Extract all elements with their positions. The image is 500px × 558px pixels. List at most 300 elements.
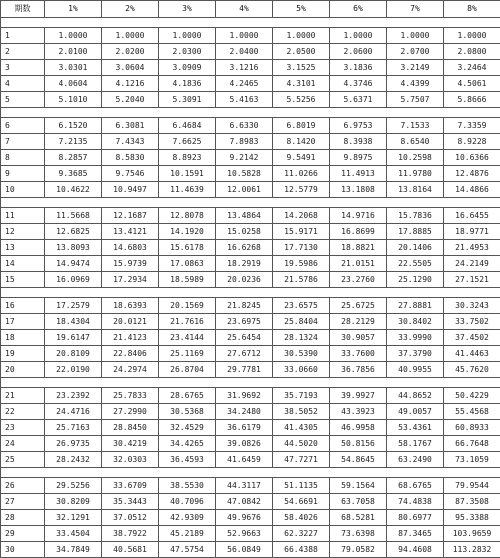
- period-cell: 6: [1, 118, 45, 134]
- factor-cell: 43.3923: [330, 404, 387, 420]
- factor-cell: 20.0121: [102, 314, 159, 330]
- factor-cell: 9.2142: [216, 150, 273, 166]
- factor-cell: 27.2990: [102, 404, 159, 420]
- factor-cell: 9.8975: [330, 150, 387, 166]
- factor-cell: 25.1290: [387, 272, 444, 288]
- factor-cell: 8.2857: [45, 150, 102, 166]
- factor-cell: 39.0826: [216, 436, 273, 452]
- factor-cell: 2.0200: [102, 44, 159, 60]
- period-cell: 7: [1, 134, 45, 150]
- factor-cell: 27.8881: [387, 298, 444, 314]
- factor-cell: 10.5828: [216, 166, 273, 182]
- table-row: [1, 92, 500, 108]
- factor-cell: 4.1836: [159, 76, 216, 92]
- factor-cell: 73.1059: [444, 452, 500, 468]
- table-row: [1, 526, 500, 542]
- factor-cell: 28.6765: [159, 388, 216, 404]
- factor-cell: 27.6712: [216, 346, 273, 362]
- factor-cell: 2.0100: [45, 44, 102, 60]
- factor-cell: 38.5530: [159, 478, 216, 494]
- factor-cell: 15.0258: [216, 224, 273, 240]
- factor-cell: 7.1533: [387, 118, 444, 134]
- factor-cell: 5.7507: [387, 92, 444, 108]
- factor-cell: 20.1406: [387, 240, 444, 256]
- factor-cell: 56.0849: [216, 542, 273, 558]
- factor-cell: 30.9057: [330, 330, 387, 346]
- factor-cell: 4.3101: [273, 76, 330, 92]
- period-cell: 23: [1, 420, 45, 436]
- factor-cell: 17.7130: [273, 240, 330, 256]
- factor-cell: 23.2760: [330, 272, 387, 288]
- factor-cell: 10.4622: [45, 182, 102, 198]
- factor-cell: 80.6977: [387, 510, 444, 526]
- factor-cell: 28.2129: [330, 314, 387, 330]
- factor-cell: 4.5061: [444, 76, 500, 92]
- period-cell: 2: [1, 44, 45, 60]
- factor-cell: 11.4913: [330, 166, 387, 182]
- factor-cell: 10.1591: [159, 166, 216, 182]
- factor-cell: 63.2490: [387, 452, 444, 468]
- factor-cell: 12.8078: [159, 208, 216, 224]
- factor-cell: 16.8699: [330, 224, 387, 240]
- factor-cell: 9.5491: [273, 150, 330, 166]
- factor-cell: 59.1564: [330, 478, 387, 494]
- factor-cell: 66.4388: [273, 542, 330, 558]
- factor-cell: 19.6147: [45, 330, 102, 346]
- factor-cell: 8.9228: [444, 134, 500, 150]
- period-cell: 16: [1, 298, 45, 314]
- factor-cell: 20.1569: [159, 298, 216, 314]
- factor-cell: 3.1525: [273, 60, 330, 76]
- factor-cell: 4.3746: [330, 76, 387, 92]
- factor-cell: 33.7600: [330, 346, 387, 362]
- factor-cell: 44.5020: [273, 436, 330, 452]
- factor-cell: 5.1010: [45, 92, 102, 108]
- factor-cell: 55.4568: [444, 404, 500, 420]
- factor-cell: 12.1687: [102, 208, 159, 224]
- factor-cell: 63.7058: [330, 494, 387, 510]
- factor-cell: 58.1767: [387, 436, 444, 452]
- factor-cell: 3.0604: [102, 60, 159, 76]
- factor-cell: 87.3508: [444, 494, 500, 510]
- table-row: [1, 118, 500, 134]
- factor-cell: 45.7620: [444, 362, 500, 378]
- factor-cell: 30.8402: [387, 314, 444, 330]
- period-cell: 15: [1, 272, 45, 288]
- rate-column-header: 8%: [444, 1, 500, 18]
- separator-cell: [1, 378, 500, 388]
- factor-cell: 68.6765: [387, 478, 444, 494]
- factor-cell: 3.0909: [159, 60, 216, 76]
- table-row: [1, 452, 500, 468]
- factor-cell: 11.9780: [387, 166, 444, 182]
- period-column-header: 期数: [1, 1, 45, 18]
- factor-cell: 35.7193: [273, 388, 330, 404]
- factor-cell: 33.7502: [444, 314, 500, 330]
- factor-cell: 32.0303: [102, 452, 159, 468]
- factor-cell: 37.4502: [444, 330, 500, 346]
- factor-cell: 16.6455: [444, 208, 500, 224]
- factor-cell: 14.9474: [45, 256, 102, 272]
- factor-cell: 24.2974: [102, 362, 159, 378]
- factor-cell: 54.8645: [330, 452, 387, 468]
- rate-column-header: 1%: [45, 1, 102, 18]
- factor-cell: 25.8404: [273, 314, 330, 330]
- factor-cell: 9.7546: [102, 166, 159, 182]
- factor-cell: 34.7849: [45, 542, 102, 558]
- factor-cell: 1.0000: [159, 28, 216, 44]
- table-row: [1, 542, 500, 558]
- factor-cell: 41.6459: [216, 452, 273, 468]
- factor-cell: 28.2432: [45, 452, 102, 468]
- factor-cell: 33.9990: [387, 330, 444, 346]
- factor-cell: 8.8923: [159, 150, 216, 166]
- factor-cell: 53.4361: [387, 420, 444, 436]
- factor-cell: 41.4463: [444, 346, 500, 362]
- table-row: [1, 436, 500, 452]
- factor-cell: 18.9771: [444, 224, 500, 240]
- period-cell: 25: [1, 452, 45, 468]
- factor-cell: 8.3938: [330, 134, 387, 150]
- factor-cell: 4.4399: [387, 76, 444, 92]
- table-row: [1, 256, 500, 272]
- factor-cell: 3.1836: [330, 60, 387, 76]
- factor-cell: 25.7163: [45, 420, 102, 436]
- table-row: [1, 272, 500, 288]
- period-cell: 5: [1, 92, 45, 108]
- factor-cell: 21.7616: [159, 314, 216, 330]
- rate-column-header: 6%: [330, 1, 387, 18]
- factor-cell: 26.9735: [45, 436, 102, 452]
- factor-cell: 14.9716: [330, 208, 387, 224]
- factor-cell: 16.0969: [45, 272, 102, 288]
- factor-cell: 39.9927: [330, 388, 387, 404]
- factor-cell: 12.5779: [273, 182, 330, 198]
- factor-cell: 13.8164: [387, 182, 444, 198]
- factor-cell: 47.5754: [159, 542, 216, 558]
- factor-cell: 14.2068: [273, 208, 330, 224]
- factor-cell: 22.0190: [45, 362, 102, 378]
- table-row: [1, 150, 500, 166]
- factor-cell: 3.2149: [387, 60, 444, 76]
- factor-cell: 19.5986: [273, 256, 330, 272]
- factor-cell: 9.3685: [45, 166, 102, 182]
- separator-cell: [1, 468, 500, 478]
- factor-cell: 32.4529: [159, 420, 216, 436]
- factor-cell: 15.6178: [159, 240, 216, 256]
- factor-cell: 34.4265: [159, 436, 216, 452]
- period-cell: 14: [1, 256, 45, 272]
- factor-cell: 44.8652: [387, 388, 444, 404]
- factor-cell: 62.3227: [273, 526, 330, 542]
- rate-column-header: 5%: [273, 1, 330, 18]
- period-cell: 4: [1, 76, 45, 92]
- factor-cell: 13.4864: [216, 208, 273, 224]
- factor-cell: 5.5256: [273, 92, 330, 108]
- factor-cell: 6.3081: [102, 118, 159, 134]
- factor-cell: 1.0000: [273, 28, 330, 44]
- factor-cell: 42.9309: [159, 510, 216, 526]
- factor-cell: 35.3443: [102, 494, 159, 510]
- factor-cell: 41.4305: [273, 420, 330, 436]
- period-cell: 26: [1, 478, 45, 494]
- period-cell: 29: [1, 526, 45, 542]
- table-row: [1, 314, 500, 330]
- factor-cell: 33.0660: [273, 362, 330, 378]
- factor-cell: 40.7096: [159, 494, 216, 510]
- factor-cell: 15.7836: [387, 208, 444, 224]
- table-row: [1, 494, 500, 510]
- factor-cell: 33.6709: [102, 478, 159, 494]
- factor-cell: 5.4163: [216, 92, 273, 108]
- period-cell: 24: [1, 436, 45, 452]
- period-cell: 30: [1, 542, 45, 558]
- period-cell: 3: [1, 60, 45, 76]
- group-separator: [1, 378, 500, 388]
- rate-column-header: 3%: [159, 1, 216, 18]
- factor-cell: 79.9544: [444, 478, 500, 494]
- factor-cell: 46.9958: [330, 420, 387, 436]
- group-separator: [1, 18, 500, 28]
- factor-cell: 17.2934: [102, 272, 159, 288]
- table-row: [1, 166, 500, 182]
- factor-cell: 7.2135: [45, 134, 102, 150]
- factor-cell: 38.7922: [102, 526, 159, 542]
- factor-cell: 5.8666: [444, 92, 500, 108]
- factor-cell: 36.6179: [216, 420, 273, 436]
- factor-cell: 74.4838: [387, 494, 444, 510]
- factor-cell: 22.8406: [102, 346, 159, 362]
- factor-cell: 28.8450: [102, 420, 159, 436]
- period-cell: 19: [1, 346, 45, 362]
- separator-cell: [1, 18, 500, 28]
- factor-cell: 24.2149: [444, 256, 500, 272]
- table-row: [1, 76, 500, 92]
- factor-cell: 25.1169: [159, 346, 216, 362]
- rate-column-header: 2%: [102, 1, 159, 18]
- table-row: [1, 60, 500, 76]
- factor-cell: 29.7781: [216, 362, 273, 378]
- table-row: [1, 478, 500, 494]
- factor-cell: 73.6398: [330, 526, 387, 542]
- factor-cell: 3.2464: [444, 60, 500, 76]
- factor-cell: 40.9955: [387, 362, 444, 378]
- factor-cell: 18.5989: [159, 272, 216, 288]
- period-cell: 18: [1, 330, 45, 346]
- factor-cell: 21.0151: [330, 256, 387, 272]
- factor-cell: 50.4229: [444, 388, 500, 404]
- factor-cell: 12.4876: [444, 166, 500, 182]
- period-cell: 21: [1, 388, 45, 404]
- factor-cell: 22.5505: [387, 256, 444, 272]
- factor-cell: 87.3465: [387, 526, 444, 542]
- factor-cell: 1.0000: [330, 28, 387, 44]
- factor-cell: 29.5256: [45, 478, 102, 494]
- factor-cell: 7.3359: [444, 118, 500, 134]
- group-separator: [1, 288, 500, 298]
- factor-cell: 8.5830: [102, 150, 159, 166]
- factor-cell: 5.2040: [102, 92, 159, 108]
- factor-cell: 94.4608: [387, 542, 444, 558]
- period-cell: 13: [1, 240, 45, 256]
- factor-cell: 2.0600: [330, 44, 387, 60]
- factor-cell: 4.2465: [216, 76, 273, 92]
- table-row: [1, 330, 500, 346]
- factor-cell: 50.8156: [330, 436, 387, 452]
- factor-cell: 33.4504: [45, 526, 102, 542]
- factor-cell: 58.4026: [273, 510, 330, 526]
- factor-cell: 38.5052: [273, 404, 330, 420]
- table-row: [1, 388, 500, 404]
- factor-cell: 6.1520: [45, 118, 102, 134]
- factor-cell: 18.8821: [330, 240, 387, 256]
- period-cell: 17: [1, 314, 45, 330]
- factor-cell: 47.0842: [216, 494, 273, 510]
- factor-cell: 95.3388: [444, 510, 500, 526]
- factor-cell: 5.3091: [159, 92, 216, 108]
- factor-cell: 15.9739: [102, 256, 159, 272]
- period-cell: 10: [1, 182, 45, 198]
- table-row: [1, 224, 500, 240]
- factor-cell: 25.6454: [216, 330, 273, 346]
- factor-cell: 30.4219: [102, 436, 159, 452]
- factor-cell: 60.8933: [444, 420, 500, 436]
- period-cell: 20: [1, 362, 45, 378]
- factor-cell: 6.6330: [216, 118, 273, 134]
- factor-cell: 21.4123: [102, 330, 159, 346]
- factor-cell: 1.0000: [45, 28, 102, 44]
- factor-cell: 14.6803: [102, 240, 159, 256]
- factor-cell: 49.9676: [216, 510, 273, 526]
- factor-cell: 1.0000: [102, 28, 159, 44]
- factor-cell: 2.0800: [444, 44, 500, 60]
- factor-cell: 28.1324: [273, 330, 330, 346]
- factor-cell: 25.6725: [330, 298, 387, 314]
- factor-cell: 36.7856: [330, 362, 387, 378]
- factor-cell: 4.1216: [102, 76, 159, 92]
- factor-cell: 8.6540: [387, 134, 444, 150]
- period-cell: 8: [1, 150, 45, 166]
- table-row: [1, 182, 500, 198]
- factor-cell: 6.9753: [330, 118, 387, 134]
- factor-cell: 13.4121: [102, 224, 159, 240]
- table-row: [1, 240, 500, 256]
- factor-cell: 2.0300: [159, 44, 216, 60]
- factor-cell: 2.0700: [387, 44, 444, 60]
- separator-cell: [1, 288, 500, 298]
- factor-cell: 23.2392: [45, 388, 102, 404]
- table-row: [1, 404, 500, 420]
- factor-cell: 2.0500: [273, 44, 330, 60]
- factor-cell: 52.9663: [216, 526, 273, 542]
- factor-cell: 8.1420: [273, 134, 330, 150]
- factor-cell: 51.1135: [273, 478, 330, 494]
- factor-cell: 2.0400: [216, 44, 273, 60]
- factor-cell: 37.0512: [102, 510, 159, 526]
- factor-cell: 37.3790: [387, 346, 444, 362]
- table-row: [1, 44, 500, 60]
- factor-cell: 15.9171: [273, 224, 330, 240]
- period-cell: 12: [1, 224, 45, 240]
- factor-cell: 30.5368: [159, 404, 216, 420]
- factor-cell: 17.0863: [159, 256, 216, 272]
- factor-cell: 31.9692: [216, 388, 273, 404]
- factor-cell: 11.5668: [45, 208, 102, 224]
- factor-cell: 14.4866: [444, 182, 500, 198]
- factor-cell: 4.0604: [45, 76, 102, 92]
- factor-cell: 44.3117: [216, 478, 273, 494]
- period-cell: 22: [1, 404, 45, 420]
- factor-cell: 30.8209: [45, 494, 102, 510]
- factor-cell: 47.7271: [273, 452, 330, 468]
- factor-cell: 18.6393: [102, 298, 159, 314]
- factor-cell: 66.7648: [444, 436, 500, 452]
- factor-cell: 1.0000: [216, 28, 273, 44]
- group-separator: [1, 108, 500, 118]
- factor-cell: 20.8109: [45, 346, 102, 362]
- factor-cell: 54.6691: [273, 494, 330, 510]
- factor-cell: 103.9659: [444, 526, 500, 542]
- factor-cell: 32.1291: [45, 510, 102, 526]
- factor-cell: 5.6371: [330, 92, 387, 108]
- table-row: [1, 298, 500, 314]
- table-row: [1, 420, 500, 436]
- table-row: [1, 134, 500, 150]
- factor-cell: 23.4144: [159, 330, 216, 346]
- factor-cell: 13.8093: [45, 240, 102, 256]
- factor-cell: 27.1521: [444, 272, 500, 288]
- group-separator: [1, 198, 500, 208]
- factor-cell: 14.1920: [159, 224, 216, 240]
- factor-cell: 24.4716: [45, 404, 102, 420]
- separator-cell: [1, 108, 500, 118]
- factor-cell: 1.0000: [444, 28, 500, 44]
- period-cell: 11: [1, 208, 45, 224]
- group-separator: [1, 468, 500, 478]
- factor-cell: 10.2598: [387, 150, 444, 166]
- factor-cell: 18.4304: [45, 314, 102, 330]
- factor-cell: 113.2832: [444, 542, 500, 558]
- table-row: [1, 28, 500, 44]
- factor-cell: 7.4343: [102, 134, 159, 150]
- factor-cell: 11.0266: [273, 166, 330, 182]
- rate-column-header: 7%: [387, 1, 444, 18]
- factor-cell: 10.9497: [102, 182, 159, 198]
- table-row: [1, 208, 500, 224]
- period-cell: 27: [1, 494, 45, 510]
- factor-cell: 49.0057: [387, 404, 444, 420]
- period-cell: 9: [1, 166, 45, 182]
- factor-cell: 30.3243: [444, 298, 500, 314]
- period-cell: 28: [1, 510, 45, 526]
- table-row: [1, 362, 500, 378]
- factor-cell: 21.8245: [216, 298, 273, 314]
- factor-cell: 6.8019: [273, 118, 330, 134]
- factor-cell: 26.8704: [159, 362, 216, 378]
- factor-cell: 1.0000: [387, 28, 444, 44]
- factor-cell: 36.4593: [159, 452, 216, 468]
- factor-cell: 12.6825: [45, 224, 102, 240]
- factor-cell: 21.4953: [444, 240, 500, 256]
- factor-cell: 25.7833: [102, 388, 159, 404]
- factor-cell: 17.8885: [387, 224, 444, 240]
- factor-cell: 7.8983: [216, 134, 273, 150]
- factor-cell: 3.1216: [216, 60, 273, 76]
- separator-cell: [1, 198, 500, 208]
- factor-cell: 12.0061: [216, 182, 273, 198]
- factor-cell: 3.0301: [45, 60, 102, 76]
- factor-cell: 13.1808: [330, 182, 387, 198]
